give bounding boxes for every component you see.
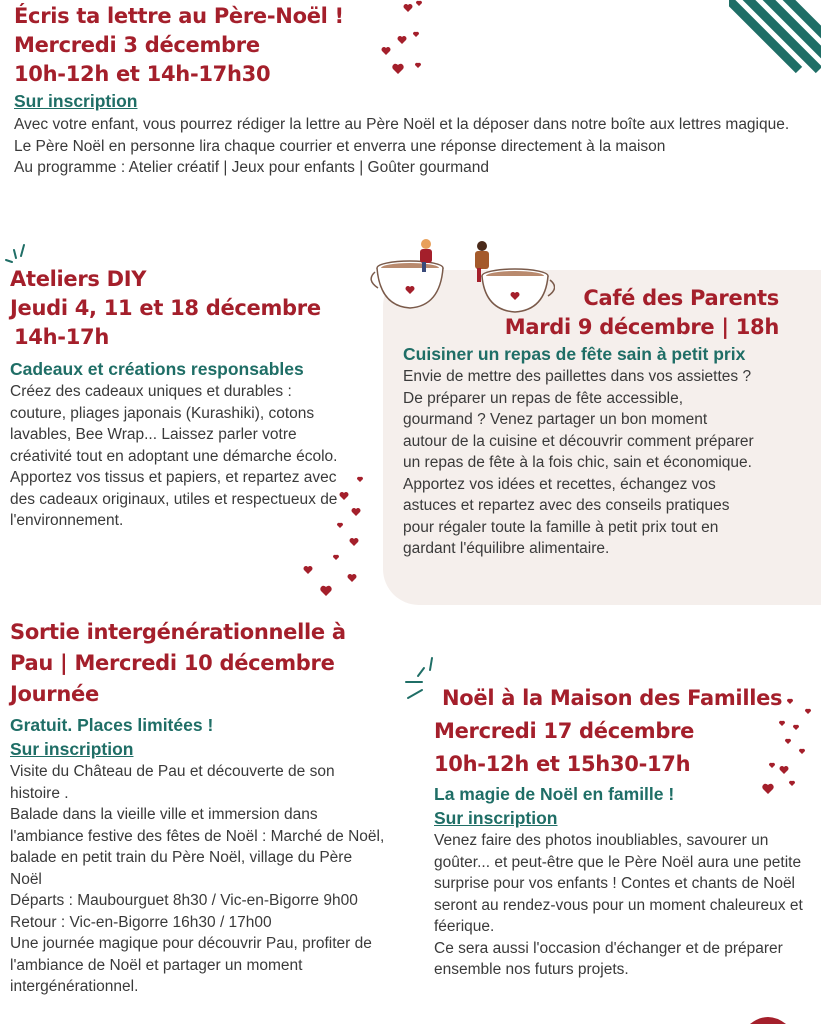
sortie-registration-link[interactable]: Sur inscription <box>10 739 134 759</box>
diy-paragraph: Créez des cadeaux uniques et durables : couture, pliages japonais (Kurashiki), cotons lavables, Bee Wrap... Laissez parler votre créativité tout en adoptant une démarche écolo. Apportez vos tissus et papiers, et repartez avec des cadeaux originaux, utiles et respectueux de l'environnement. <box>10 383 338 529</box>
cafe-subtitle: Cuisiner un repas de fête sain à petit prix <box>403 344 746 364</box>
letter-date: Mercredi 3 décembre <box>14 33 260 57</box>
noel-date: Mercredi 17 décembre <box>434 719 695 743</box>
cafe-date: Mardi 9 décembre | 18h <box>504 315 779 339</box>
sortie-paragraph-1: Visite du Château de Pau et découverte de son histoire . <box>10 763 335 802</box>
noel-subtitle: La magie de Noël en famille ! <box>434 784 675 804</box>
letter-paragraph-3: Au programme : Atelier créatif | Jeux pour enfants | Goûter gourmand <box>14 159 490 176</box>
cafe-paragraph: Envie de mettre des paillettes dans vos assiettes ? De préparer un repas de fête accessible, gourmand ? Venez partager un bon moment autour de la cuisine et découvrir comment préparer un repas de fête à la fois chic, sain et économique. Apportez vos idées et recettes, échangez vos astuces et repartez avec des conseils pratiques pour régaler toute la famille à petit prix tout en gardant l'équilibre alimentaire. <box>403 368 754 557</box>
letter-registration-link[interactable]: Sur inscription <box>14 91 138 111</box>
sparkle-icon <box>402 654 438 706</box>
diy-date: Jeudi 4, 11 et 18 décembre <box>10 296 321 320</box>
letter-title: Écris ta lettre au Père-Noël ! <box>14 4 344 28</box>
sortie-paragraph-2: Balade dans la vieille ville et immersion dans l'ambiance festive des fêtes de Noël : Marché de Noël, balade en petit train du Père Noël, village du Père Noël <box>10 806 385 888</box>
noel-registration-link[interactable]: Sur inscription <box>434 808 558 828</box>
coffee-cups-illustration <box>370 238 555 313</box>
sortie-title-line-1: Sortie intergénérationnelle à <box>10 620 346 644</box>
sortie-section <box>10 617 390 998</box>
noel-paragraph-1: Venez faire des photos inoubliables, savourer un goûter... et peut-être que le Père Noël aura une petite surprise pour vos enfants ! Contes et chants de Noël seront au rendez-vous pour un moment chaleureux et féerique. <box>434 832 803 935</box>
letter-hours: 10h-12h et 14h-17h30 <box>14 62 271 86</box>
cafe-title: Café des Parents <box>583 286 779 310</box>
letter-section <box>14 2 794 179</box>
sortie-title-line-3: Journée <box>10 682 99 706</box>
letter-paragraph-2: Le Père Noël en personne lira chaque courrier et enverra une réponse directement à la maison <box>14 137 666 155</box>
noel-hours: 10h-12h et 15h30-17h <box>434 752 691 776</box>
diy-subtitle: Cadeaux et créations responsables <box>10 359 304 379</box>
sortie-subtitle: Gratuit. Places limitées ! <box>10 715 214 735</box>
hearts-decoration-bottom <box>756 690 818 805</box>
hearts-decoration-middle <box>296 470 370 605</box>
sortie-paragraph-5: Une journée magique pour découvrir Pau, profiter de l'ambiance de Noël et partager un moment intergénérationnel. <box>10 935 372 995</box>
cafe-parents-section <box>383 270 821 605</box>
noel-paragraph-2: Ce sera aussi l'occasion d'échanger et de préparer ensemble nos futurs projets. <box>434 939 783 978</box>
diy-hours: 14h-17h <box>14 325 109 349</box>
noel-title: Noël à la Maison des Familles <box>442 686 783 710</box>
letter-paragraph-1: Avec votre enfant, vous pourrez rédiger la lettre au Père Noël et la déposer dans notre boîte aux lettres magique. <box>14 116 790 133</box>
sortie-paragraph-4: Retour : Vic-en-Bigorre 16h30 / 17h00 <box>10 913 272 931</box>
sortie-title-line-2: Pau | Mercredi 10 décembre <box>10 651 335 675</box>
sortie-paragraph-3: Départs : Maubourguet 8h30 / Vic-en-Bigorre 9h00 <box>10 892 358 909</box>
diy-title: Ateliers DIY <box>10 267 147 291</box>
decorative-shape <box>748 1014 788 1024</box>
